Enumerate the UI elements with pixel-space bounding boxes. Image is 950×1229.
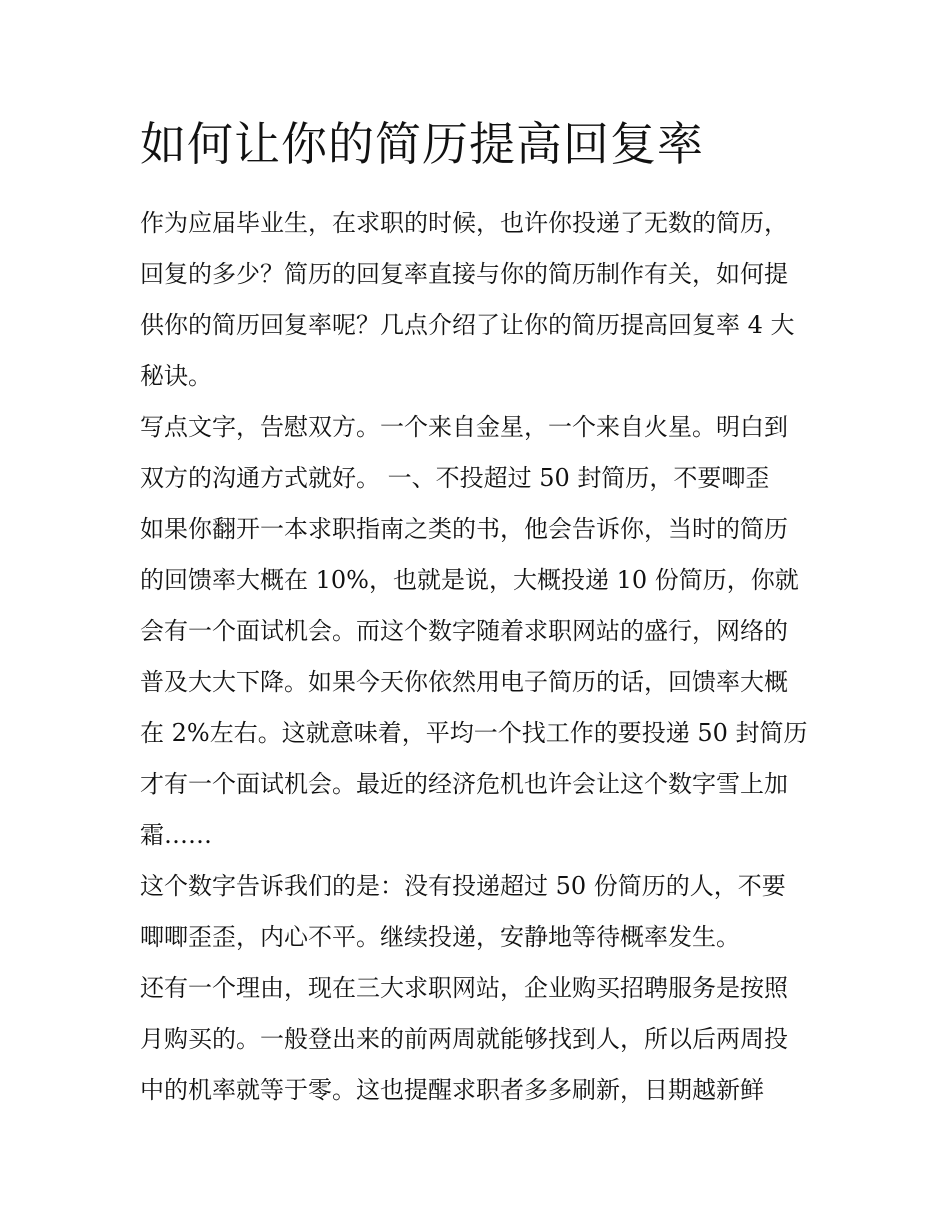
- text-line: 写点文字，告慰双方。一个来自金星，一个来自火星。明白到: [140, 413, 788, 441]
- document-page: [140, 112, 820, 1116]
- text-line: 普及大大下降。如果今天你依然用电子简历的话，回馈率大概: [140, 668, 788, 696]
- text-line: 月购买的。一般登出来的前两周就能够找到人，所以后两周投: [140, 1025, 788, 1053]
- document-title: 如何让你的简历提高回复率: [140, 117, 704, 171]
- text-line: 会有一个面试机会。而这个数字随着求职网站的盛行，网络的: [140, 617, 788, 645]
- text-line: 回复的多少？简历的回复率直接与你的简历制作有关，如何提: [140, 260, 788, 288]
- text-line: 双方的沟通方式就好。 一、不投超过 50 封简历，不要唧歪: [140, 464, 770, 492]
- paragraph-conclusion: [140, 861, 820, 963]
- text-line: 霜……: [140, 821, 212, 849]
- text-line: 供你的简历回复率呢？几点介绍了让你的简历提高回复率 4 大: [140, 311, 795, 339]
- text-line: 还有一个理由，现在三大求职网站，企业购买招聘服务是按照: [140, 974, 788, 1002]
- text-line: 秘诀。: [140, 362, 212, 390]
- paragraph-another-reason: [140, 963, 820, 1116]
- text-line: 在 2%左右。这就意味着，平均一个找工作的要投递 50 封简历: [140, 719, 808, 747]
- text-line: 的回馈率大概在 10%，也就是说，大概投递 10 份简历，你就: [140, 566, 799, 594]
- text-line: 中的机率就等于零。这也提醒求职者多多刷新，日期越新鲜: [140, 1076, 764, 1104]
- text-line: 才有一个面试机会。最近的经济危机也许会让这个数字雪上加: [140, 770, 788, 798]
- paragraph-section-one: [140, 402, 820, 504]
- text-line: 这个数字告诉我们的是：没有投递超过 50 份简历的人，不要: [140, 872, 786, 900]
- paragraph-intro: [140, 198, 820, 402]
- text-line: 唧唧歪歪，内心不平。继续投递，安静地等待概率发生。: [140, 923, 740, 951]
- text-line: 如果你翻开一本求职指南之类的书，他会告诉你，当时的简历: [140, 515, 788, 543]
- paragraph-response-rate: [140, 504, 820, 861]
- text-line: 作为应届毕业生，在求职的时候，也许你投递了无数的简历，: [140, 209, 788, 237]
